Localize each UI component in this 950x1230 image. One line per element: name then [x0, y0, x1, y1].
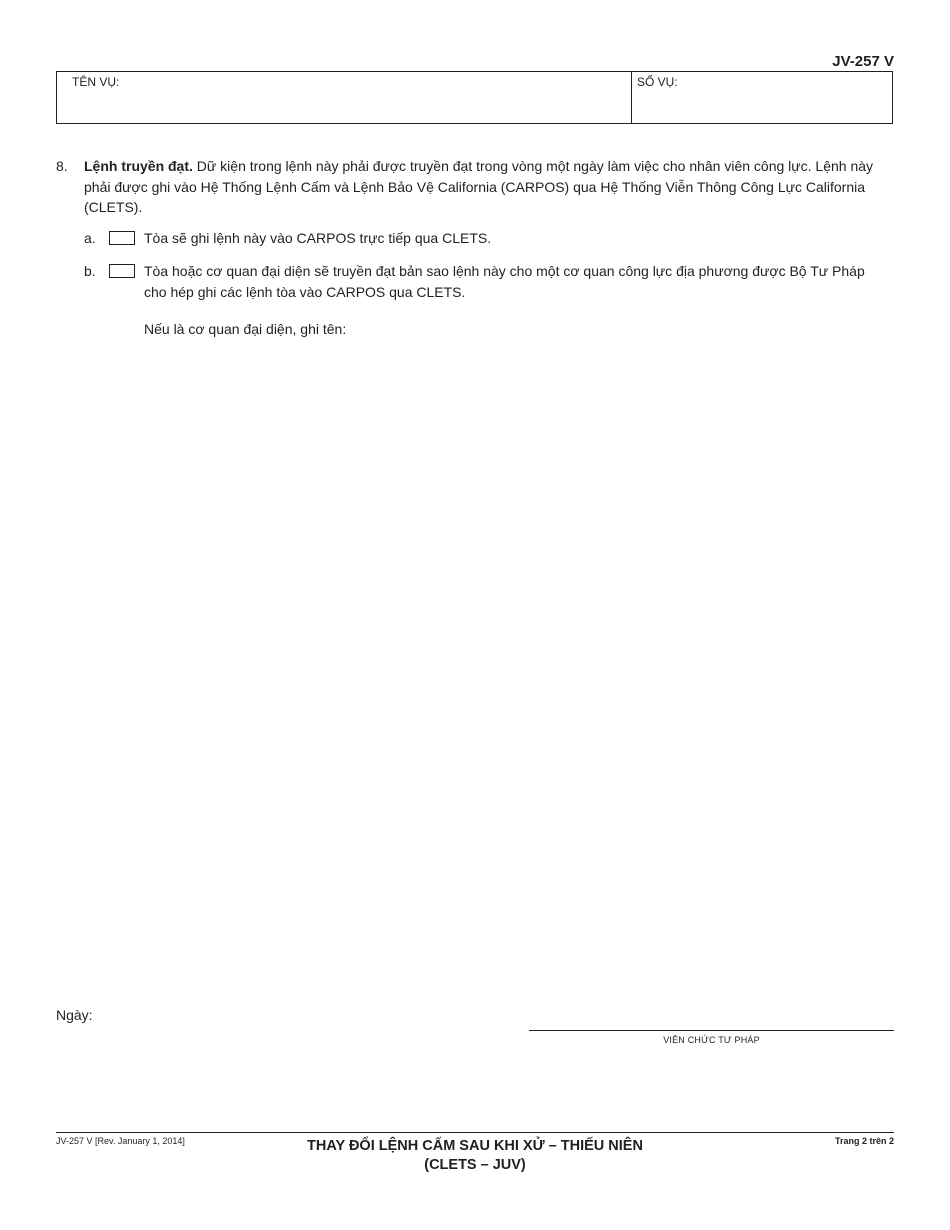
item-8-title: Lệnh truyền đạt.: [84, 158, 193, 174]
item-number: 8.: [56, 158, 68, 174]
footer-title-line-2: (CLETS – JUV): [424, 1157, 526, 1173]
item-8b-letter: b.: [84, 263, 96, 279]
item-8-text: Dữ kiện trong lệnh này phải được truyền đạt trong vòng một ngày làm việc cho nhân viên công lực. Lệnh này phải được ghi vào Hệ Thống Lệnh Cấm và Lệnh Bảo Vệ California (CARPOS) qua Hệ Thống Viễn Thông Công Lực California (CLETS).: [84, 158, 874, 215]
case-number-label: SỐ VỤ:: [637, 75, 678, 89]
date-label: Ngày:: [56, 1007, 93, 1023]
item-8-body: [84, 156, 874, 218]
item-8a-letter: a.: [84, 230, 96, 246]
footer-title-line-1: THAY ĐỔI LỆNH CẤM SAU KHI XỬ – THIẾU NIÊN: [307, 1138, 643, 1154]
case-name-field[interactable]: [57, 72, 632, 123]
item-8-transmittal: [56, 156, 876, 218]
footer-form-title: [200, 1137, 750, 1175]
item-8b-text: Tòa hoặc cơ quan đại diện sẽ truyền đạt bản sao lệnh này cho một cơ quan công lực địa phương được Bộ Tư Pháp cho hép ghi các lệnh tòa vào CARPOS qua CLETS.: [144, 263, 865, 300]
signature-line[interactable]: [529, 1030, 894, 1031]
footer-page-number: Trang 2 trên 2: [834, 1136, 894, 1146]
item-8a: [84, 228, 874, 249]
item-8a-checkbox[interactable]: [109, 231, 135, 245]
footer-divider: [56, 1132, 894, 1133]
item-8b: [84, 261, 874, 302]
agency-name-label: Nếu là cơ quan đại diện, ghi tên:: [144, 321, 347, 337]
form-id: JV-257 V: [832, 53, 894, 70]
item-8a-text: Tòa sẽ ghi lệnh này vào CARPOS trực tiếp qua CLETS.: [144, 230, 492, 246]
footer-form-revision: JV-257 V [Rev. January 1, 2014]: [56, 1136, 185, 1146]
case-caption-box: [56, 71, 893, 124]
case-name-label: TÊN VỤ:: [72, 75, 120, 89]
item-8b-checkbox[interactable]: [109, 264, 135, 278]
case-number-field[interactable]: [632, 72, 892, 123]
judicial-officer-label: VIÊN CHỨC TƯ PHÁP: [663, 1035, 760, 1045]
